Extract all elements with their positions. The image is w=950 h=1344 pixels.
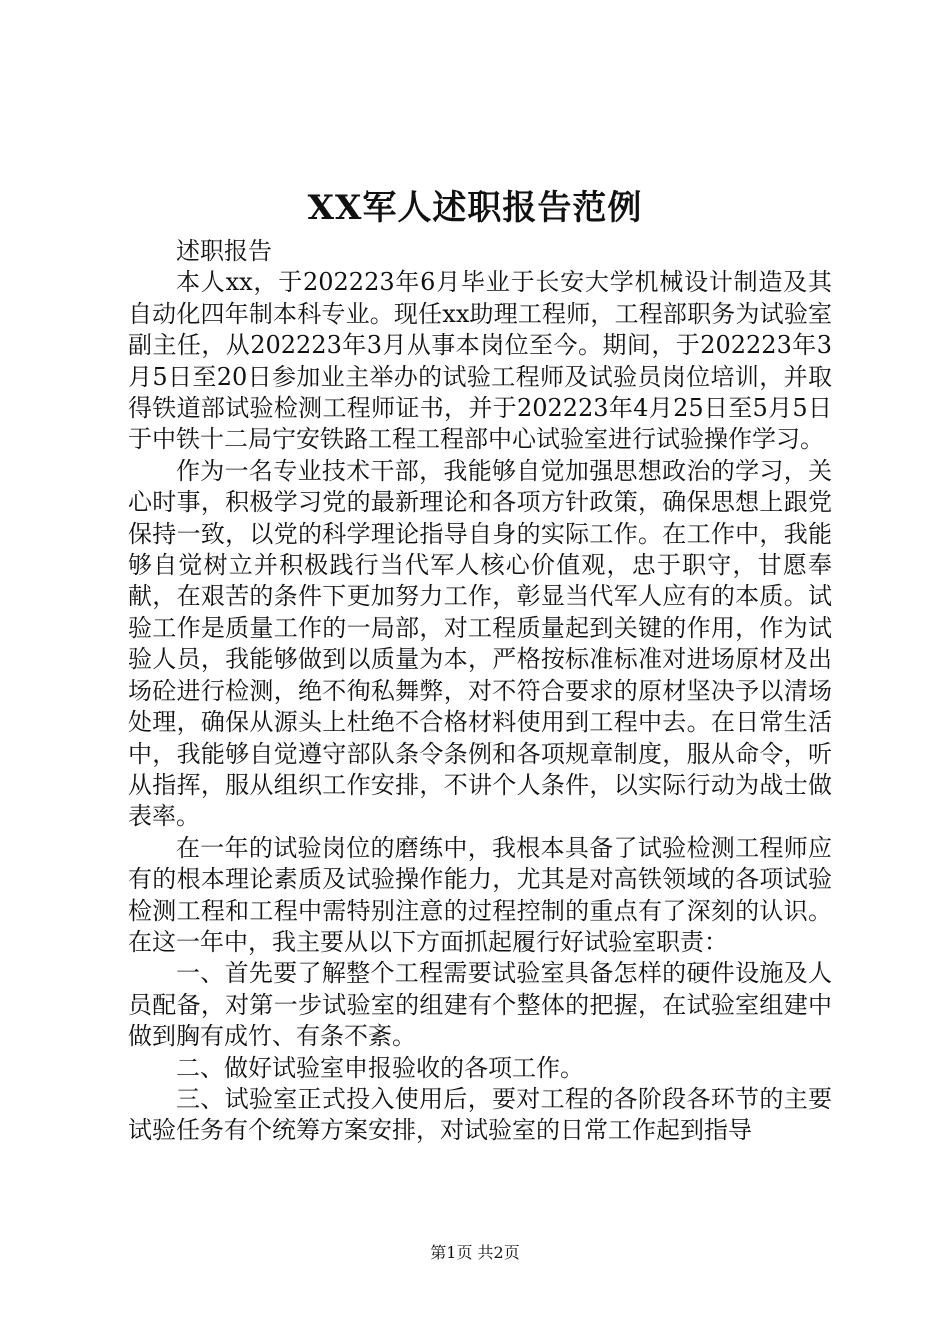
paragraph: 作为一名专业技术干部，我能够自觉加强思想政治的学习，关心时事，积极学习党的最新理论和各项方针政策，确保思想上跟党保持一致，以党的科学理论指导自身的实际工作。在工作中，我能够自觉树立并积极践行当代军人核心价值观，忠于职守，甘愿奉献，在艰苦的条件下更加努力工作，彰显当代军人应有的本质。试验工作是质量工作的一局部，对工程质量起到关键的作用，作为试验人员，我能够做到以质量为本，严格按标准标准对进场原材及出场砼进行检测，绝不徇私舞弊，对不符合要求的原材坚决予以清场处理，确保从源头上杜绝不合格材料使用到工程中去。在日常生活中，我能够自觉遵守部队条令条例和各项规章制度，服从命令，听从指挥，服从组织工作安排，不讲个人条件，以实际行动为战士做表率。 bbox=[128, 456, 832, 831]
paragraph-heading: 述职报告 bbox=[176, 237, 272, 265]
paragraph: 三、试验室正式投入使用后，要对工程的各阶段各环节的主要试验任务有个统筹方案安排，对试验室的日常工作起到指导 bbox=[128, 1084, 832, 1145]
document-body bbox=[128, 236, 832, 1147]
document-title: XX军人述职报告范例 bbox=[307, 188, 643, 228]
page-number: 第1页 共2页 bbox=[430, 1243, 520, 1262]
paragraph: 本人xx，于202223年6月毕业于长安大学机械设计制造及其自动化四年制本科专业。现任xx助理工程师，工程部职务为试验室副主任，从202223年3月从事本岗位至今。期间，于202223年3月5日至20日参加业主举办的试验工程师及试验员岗位培训，并取得铁道部试验检测工程师证书，并于202223年4月25日至5月5日于中铁十二局宁安铁路工程工程部中心试验室进行试验操作学习。 bbox=[128, 268, 832, 454]
paragraph: 一、首先要了解整个工程需要试验室具备怎样的硬件设施及人员配备，对第一步试验室的组建有个整体的把握，在试验室组建中做到胸有成竹、有条不紊。 bbox=[128, 959, 832, 1051]
paragraph: 在一年的试验岗位的磨练中，我根本具备了试验检测工程师应有的根本理论素质及试验操作能力，尤其是对高铁领域的各项试验检测工程和工程中需特别注意的过程控制的重点有了深刻的认识。在这一年中，我主要从以下方面抓起履行好试验室职责： bbox=[128, 833, 832, 956]
paragraph: 二、做好试验室申报验收的各项工作。 bbox=[176, 1053, 584, 1082]
